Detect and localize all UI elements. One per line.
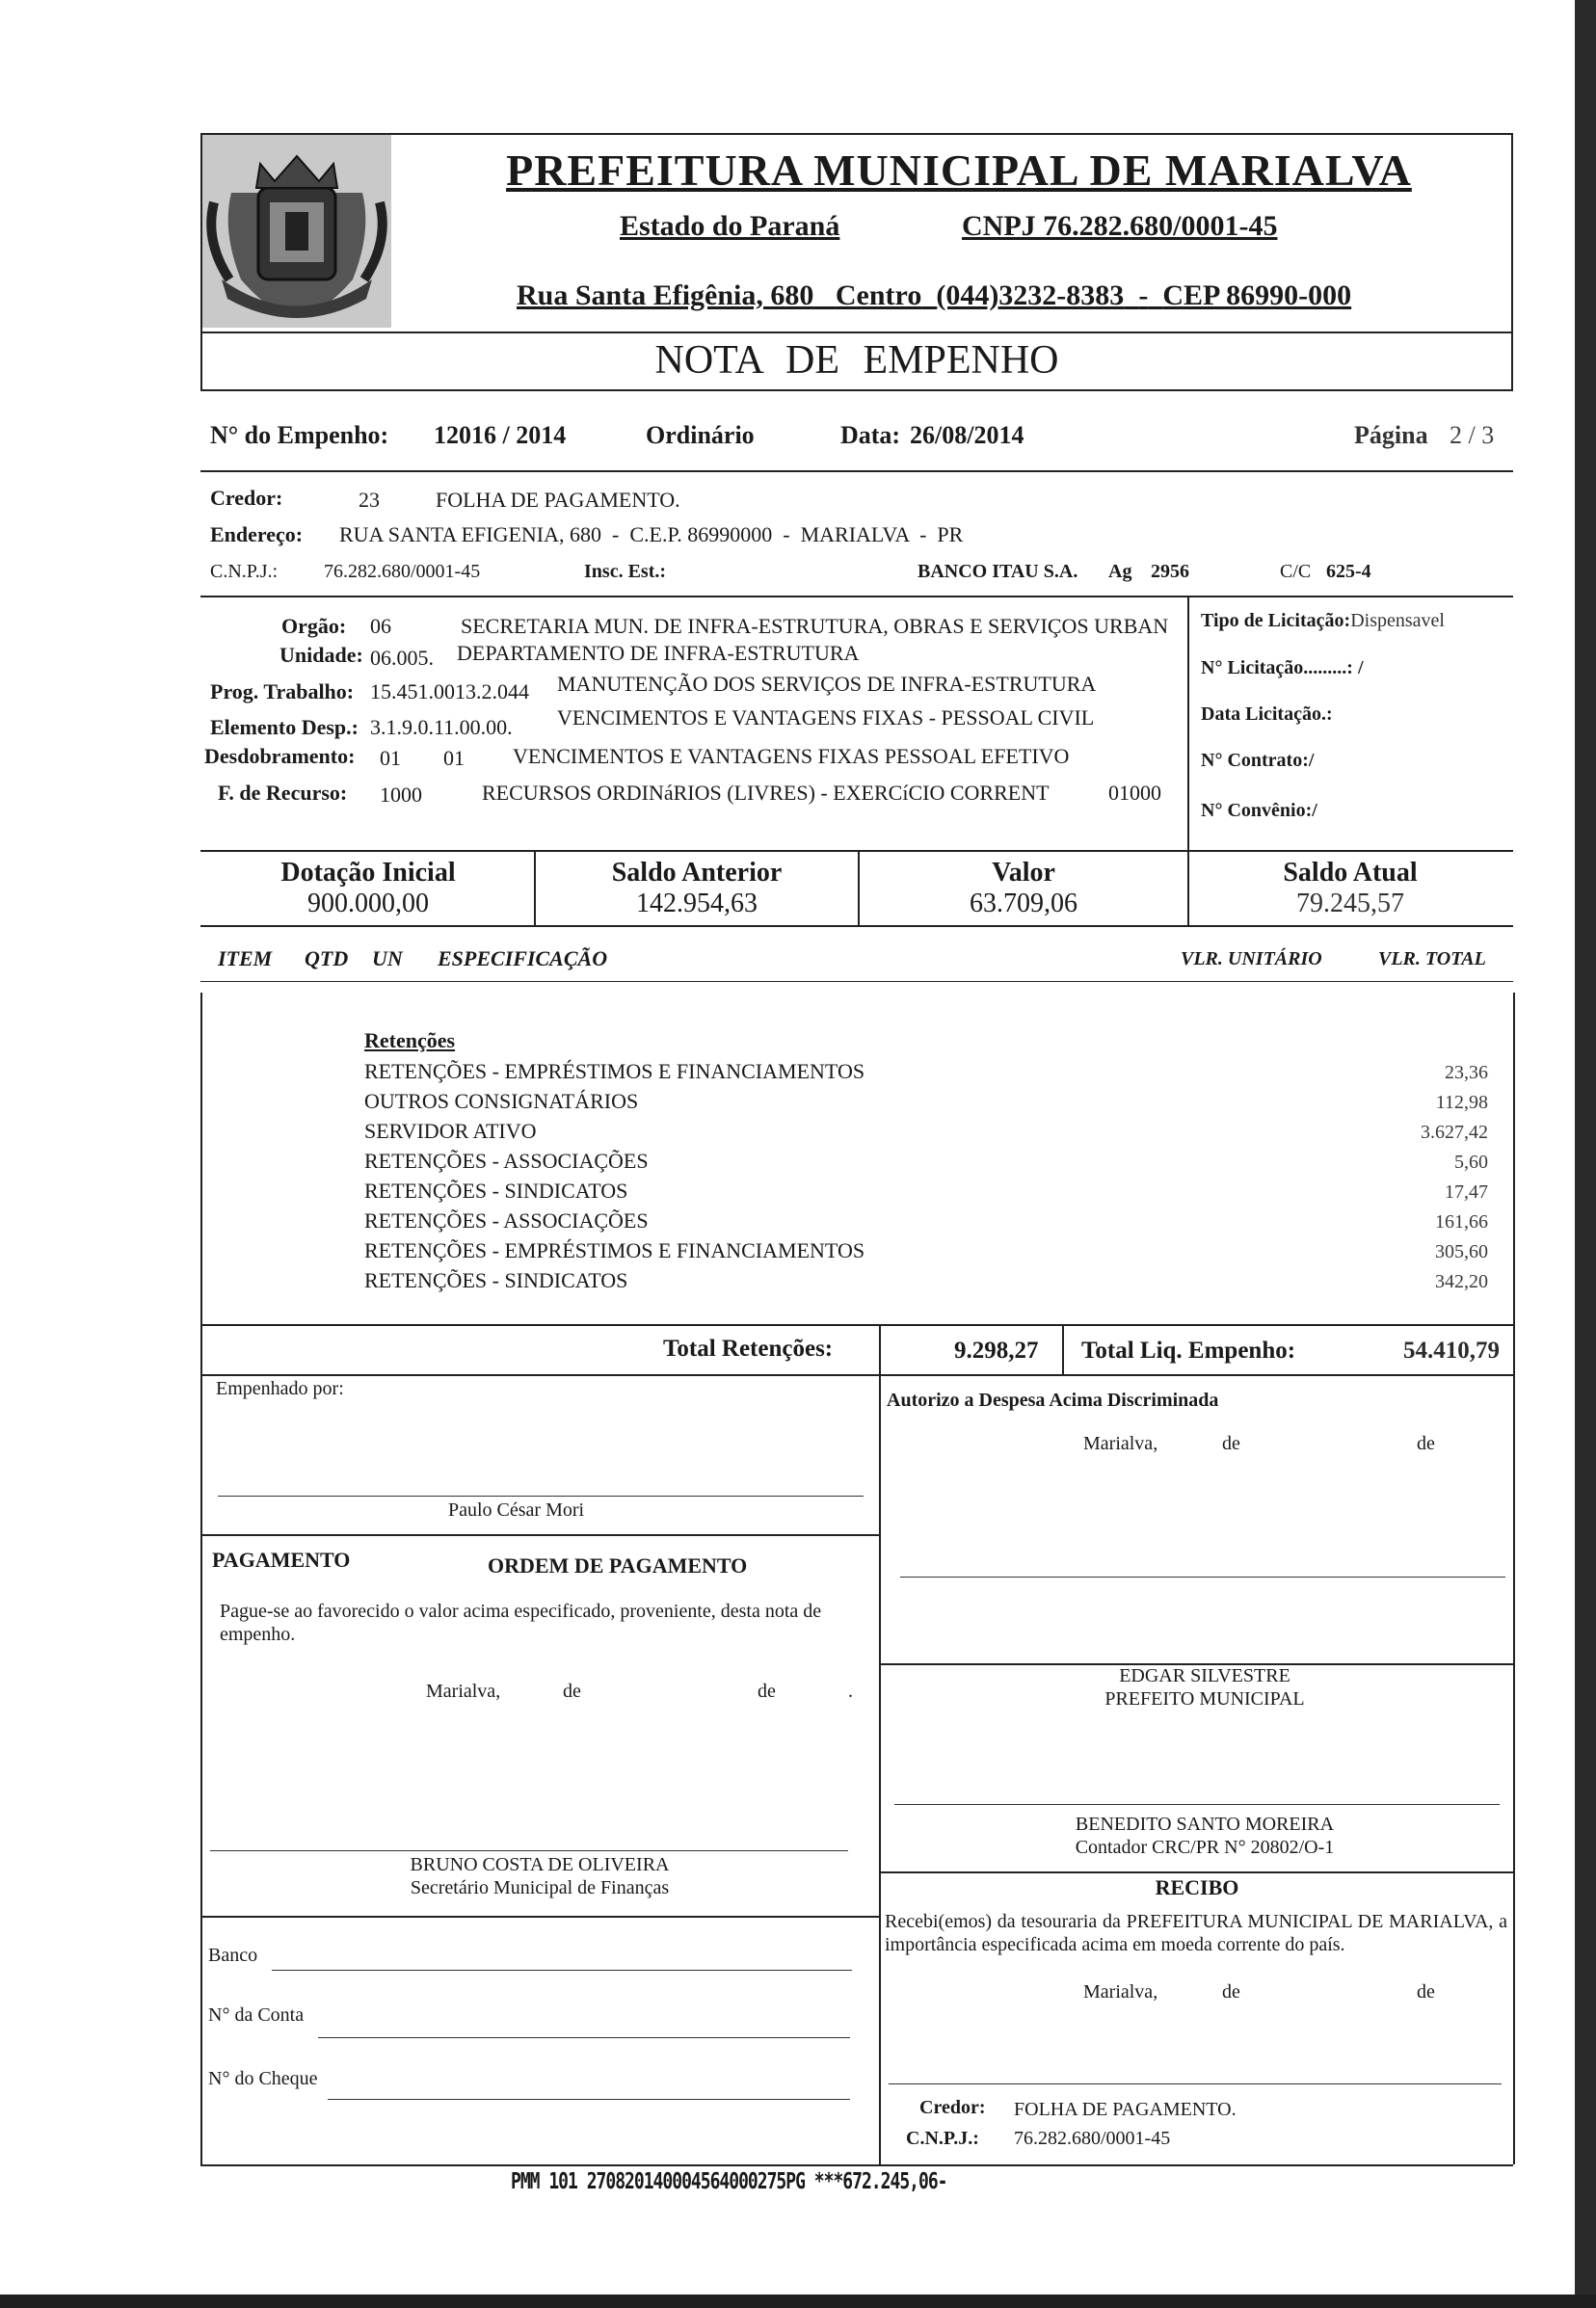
form-right-border xyxy=(1513,993,1515,2164)
prefeito-title: PREFEITO MUNICIPAL xyxy=(1104,1688,1305,1710)
totals-divider xyxy=(879,1326,881,1374)
insc-label: Insc. Est.: xyxy=(584,561,667,582)
contador-name: BENEDITO SANTO MOREIRA xyxy=(1075,1814,1335,1835)
secretario-name: BRUNO COSTA DE OLIVEIRA xyxy=(410,1854,670,1875)
elemento-name: VENCIMENTOS E VANTAGENS FIXAS - PESSOAL CIVIL xyxy=(557,705,1095,730)
retencao-value: 342,20 xyxy=(1435,1271,1488,1292)
total-retencoes-label: Total Retenções: xyxy=(663,1336,834,1362)
desdobramento-label: Desdobramento: xyxy=(204,744,356,768)
unidade-label: Unidade: xyxy=(279,643,363,667)
autorizo-label: Autorizo a Despesa Acima Discriminada xyxy=(887,1390,1219,1411)
cheque-label: N° do Cheque xyxy=(208,2068,318,2089)
licitacao-type xyxy=(1201,610,1445,632)
retencao-desc: SERVIDOR ATIVO xyxy=(364,1119,537,1143)
header-cnpj-value: CNPJ 76.282.680/0001-45 xyxy=(962,210,1278,242)
banco-label: Banco xyxy=(208,1945,258,1966)
place-name: Marialva, xyxy=(1083,1433,1158,1454)
prog-label: Prog. Trabalho: xyxy=(210,679,355,703)
prefeito-name: EDGAR SILVESTRE xyxy=(1119,1665,1290,1686)
ordem-pagamento-label: ORDEM DE PAGAMENTO xyxy=(488,1553,748,1578)
conta-field[interactable] xyxy=(318,2037,850,2038)
recurso-code-2: 01000 xyxy=(1108,781,1161,805)
prog-name: MANUTENÇÃO DOS SERVIÇOS DE INFRA-ESTRUTURA xyxy=(557,672,1097,696)
credor-address: RUA SANTA EFIGENIA, 680 - C.E.P. 86990000 - MARIALVA - PR xyxy=(339,522,964,546)
bank-name: BANCO ITAU S.A. xyxy=(918,561,1078,582)
divider xyxy=(200,981,1513,982)
divider xyxy=(200,596,1513,597)
orgao-code: 06 xyxy=(370,614,391,638)
valor-label: Valor xyxy=(992,858,1055,888)
totals-divider xyxy=(1062,1326,1064,1374)
elemento-label: Elemento Desp.: xyxy=(210,715,359,739)
recurso-code: 1000 xyxy=(380,783,422,807)
unidade-name: DEPARTAMENTO DE INFRA-ESTRUTURA xyxy=(457,641,860,665)
total-liquido-value: 54.410,79 xyxy=(1403,1338,1500,1364)
retencao-value: 5,60 xyxy=(1454,1152,1488,1173)
divider xyxy=(881,1871,1513,1873)
saldo-atual-label: Saldo Atual xyxy=(1283,858,1418,888)
cc-number: 625-4 xyxy=(1326,561,1371,582)
saldo-anterior-value: 142.954,63 xyxy=(636,889,758,918)
desdobramento-code-1: 01 xyxy=(380,746,401,770)
pagamento-label: PAGAMENTO xyxy=(212,1548,351,1572)
un-column-header: UN xyxy=(372,946,403,970)
recibo-credor-name: FOLHA DE PAGAMENTO. xyxy=(1014,2099,1237,2120)
empenho-date-label: Data: xyxy=(840,421,901,449)
total-liquido-label: Total Liq. Empenho: xyxy=(1081,1338,1296,1364)
orgao-label: Orgão: xyxy=(281,614,347,638)
retencao-desc: RETENÇÕES - SINDICATOS xyxy=(364,1179,628,1203)
place-name: Marialva, xyxy=(426,1681,501,1702)
banco-field[interactable] xyxy=(272,1970,852,1971)
address-label: Endereço: xyxy=(210,522,304,546)
header-address-line xyxy=(517,279,1351,312)
total-value-column-header: VLR. TOTAL xyxy=(1378,948,1486,969)
secretario-title: Secretário Municipal de Finanças xyxy=(410,1877,670,1898)
signature-line xyxy=(900,1577,1505,1578)
header-district: Centro xyxy=(835,279,922,311)
date-de: de xyxy=(1417,1981,1435,2003)
item-column-header: ITEM xyxy=(218,946,273,970)
credor-cnpj: 76.282.680/0001-45 xyxy=(324,561,481,582)
credor-code: 23 xyxy=(359,488,380,512)
divider xyxy=(200,470,1513,472)
page-title: PREFEITURA MUNICIPAL DE MARIALVA xyxy=(506,146,1412,195)
empenhado-label: Empenhado por: xyxy=(216,1378,344,1399)
recurso-name: RECURSOS ORDINáRIOS (LIVRES) - EXERCíCIO CORRENT xyxy=(482,781,1050,805)
orgao-name: SECRETARIA MUN. DE INFRA-ESTRUTURA, OBRAS E SERVIÇOS URBAN xyxy=(461,614,1169,638)
prog-code: 15.451.0013.2.044 xyxy=(370,679,529,703)
page-label: Página xyxy=(1354,421,1428,449)
header-separator: - xyxy=(1138,279,1149,311)
licitacao-number: N° Licitação.........: / xyxy=(1201,657,1364,678)
qtd-column-header: QTD xyxy=(305,946,349,970)
dotacao-label: Dotação Inicial xyxy=(280,858,456,888)
place-name: Marialva, xyxy=(1083,1981,1158,2003)
retencao-value: 17,47 xyxy=(1445,1181,1488,1203)
page-number: 2 / 3 xyxy=(1450,421,1495,449)
conta-label: N° da Conta xyxy=(208,2004,305,2026)
licitacao-type-label: Tipo de Licitação: xyxy=(1201,610,1351,631)
date-de: de xyxy=(563,1681,581,1702)
divider xyxy=(200,850,1513,852)
contrato-number: N° Contrato:/ xyxy=(1201,750,1315,771)
form-bottom-border xyxy=(200,2164,1513,2166)
empenho-number: 12016 / 2014 xyxy=(434,421,567,449)
machine-code: PMM 101 270820140004564000275PG ***672.245,06- xyxy=(511,2168,947,2195)
header-cep: CEP 86990-000 xyxy=(1162,279,1352,311)
dotacao-value: 900.000,00 xyxy=(307,889,429,918)
date-end: . xyxy=(848,1681,853,1702)
retencao-value: 3.627,42 xyxy=(1421,1122,1488,1143)
budget-divider xyxy=(1187,597,1189,850)
unidade-code: 06.005. xyxy=(370,646,434,670)
unit-value-column-header: VLR. UNITÁRIO xyxy=(1181,948,1322,969)
cheque-field[interactable] xyxy=(328,2099,850,2100)
spec-column-header: ESPECIFICAÇÃO xyxy=(438,946,608,970)
retencao-desc: OUTROS CONSIGNATÁRIOS xyxy=(364,1089,639,1113)
bottom-divider xyxy=(879,1376,881,2164)
empenho-number-label: N° do Empenho: xyxy=(210,421,389,449)
retencoes-values xyxy=(1253,1058,1488,1297)
desdobramento-code-2: 01 xyxy=(443,746,465,770)
empenhado-name: Paulo César Mori xyxy=(448,1499,585,1521)
divider xyxy=(200,1916,879,1918)
empenho-type: Ordinário xyxy=(646,421,755,449)
signature-line xyxy=(889,2083,1502,2084)
header-address: Rua Santa Efigênia, 680 xyxy=(517,279,814,311)
signature-line xyxy=(210,1850,848,1851)
divider xyxy=(200,1324,1513,1326)
retencao-desc: RETENÇÕES - ASSOCIAÇÕES xyxy=(364,1208,649,1233)
signature-line xyxy=(218,1496,864,1497)
date-de: de xyxy=(1222,1433,1240,1454)
licitacao-date: Data Licitação.: xyxy=(1201,703,1333,725)
form-left-border xyxy=(200,993,202,2164)
retencao-desc: RETENÇÕES - EMPRÉSTIMOS E FINANCIAMENTOS xyxy=(364,1059,865,1083)
scan-edge xyxy=(1575,0,1596,2308)
header-phone: (044)3232-8383 xyxy=(936,279,1125,311)
agency-label: Ag xyxy=(1108,561,1132,582)
divider xyxy=(200,925,1513,927)
credor-name: FOLHA DE PAGAMENTO. xyxy=(436,488,680,512)
divider xyxy=(200,1534,879,1536)
header-divider xyxy=(200,332,1513,333)
recibo-cnpj: 76.282.680/0001-45 xyxy=(1014,2128,1171,2149)
retencao-value: 161,66 xyxy=(1435,1211,1488,1233)
cnpj-label: C.N.P.J.: xyxy=(210,561,279,582)
state-name: Estado do Paraná xyxy=(620,210,840,242)
retencao-value: 112,98 xyxy=(1435,1092,1488,1113)
recibo-text: Recebi(emos) da tesouraria da PREFEITURA MUNICIPAL DE MARIALVA, a importância especificada acima em moeda corrente do país. xyxy=(885,1911,1507,1955)
total-retencoes-value: 9.298,27 xyxy=(954,1338,1039,1364)
recibo-cnpj-label: C.N.P.J.: xyxy=(906,2128,979,2149)
date-de: de xyxy=(758,1681,776,1702)
recibo-credor-label: Credor: xyxy=(919,2097,986,2118)
retencoes-list xyxy=(364,1056,864,1295)
date-de: de xyxy=(1222,1981,1240,2003)
saldo-anterior-label: Saldo Anterior xyxy=(611,858,783,888)
signature-line xyxy=(894,1804,1500,1805)
recibo-label: RECIBO xyxy=(1155,1875,1239,1899)
header-cnpj xyxy=(850,210,1288,243)
credor-label: Credor: xyxy=(210,486,283,510)
retencao-desc: RETENÇÕES - ASSOCIAÇÕES xyxy=(364,1149,649,1173)
date-de: de xyxy=(1417,1433,1435,1454)
municipal-coat-of-arms-icon xyxy=(202,135,391,328)
retencao-value: 23,36 xyxy=(1445,1062,1488,1083)
retencoes-heading: Retenções xyxy=(364,1028,456,1052)
pague-text: Pague-se ao favorecido o valor acima especificado, proveniente, desta nota de empenho. xyxy=(220,1601,822,1645)
elemento-code: 3.1.9.0.11.00.00. xyxy=(370,715,513,739)
agency-number: 2956 xyxy=(1151,561,1189,582)
desdobramento-name: VENCIMENTOS E VANTAGENS FIXAS PESSOAL EFETIVO xyxy=(513,744,1070,768)
empenho-date: 26/08/2014 xyxy=(910,421,1024,449)
retencao-desc: RETENÇÕES - SINDICATOS xyxy=(364,1268,628,1292)
document-title: NOTA DE EMPENHO xyxy=(654,338,1059,383)
convenio-number: N° Convênio:/ xyxy=(1201,800,1317,821)
divider xyxy=(200,1374,1513,1376)
retencao-value: 305,60 xyxy=(1435,1241,1488,1262)
valor-value: 63.709,06 xyxy=(970,889,1077,918)
cc-label: C/C xyxy=(1280,561,1312,582)
contador-title: Contador CRC/PR N° 20802/O-1 xyxy=(1075,1837,1335,1858)
scan-bottom-edge xyxy=(0,2295,1596,2308)
saldo-atual-value: 79.245,57 xyxy=(1296,889,1404,918)
retencao-desc: RETENÇÕES - EMPRÉSTIMOS E FINANCIAMENTOS xyxy=(364,1238,865,1262)
licitacao-type-value: Dispensavel xyxy=(1350,610,1445,631)
recurso-label: F. de Recurso: xyxy=(218,781,348,805)
